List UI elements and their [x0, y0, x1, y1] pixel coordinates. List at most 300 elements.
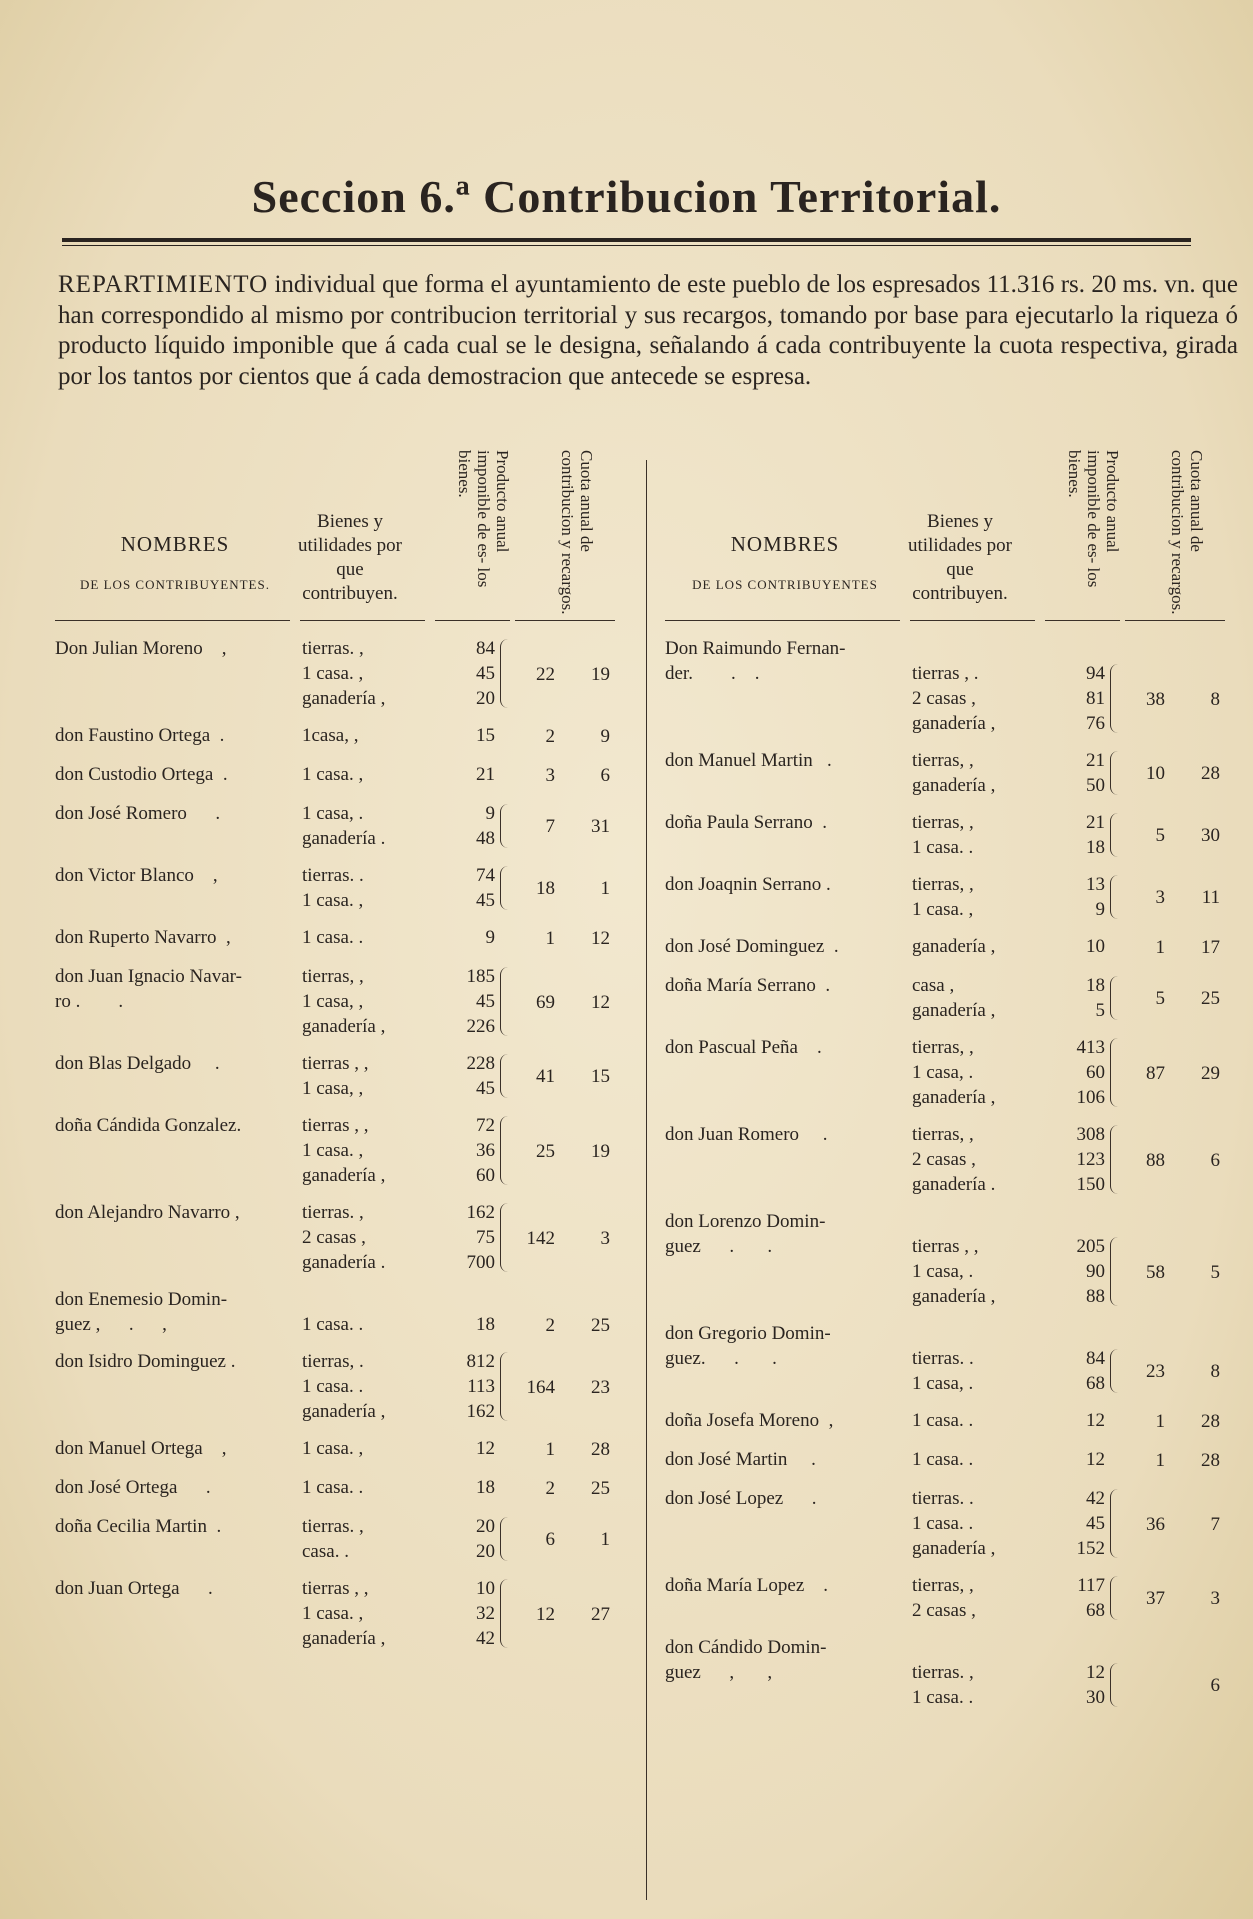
bien-item: 1 casa. . — [302, 1314, 364, 1335]
brace — [1110, 1125, 1119, 1194]
contributor-name: don Enemesio Domin- guez , . , — [55, 1289, 228, 1335]
bien-item: tierras. , — [912, 1662, 974, 1683]
bien-item: casa , — [912, 975, 955, 996]
producto-value: 74 — [476, 865, 495, 886]
header-line — [55, 620, 290, 621]
cuota-maravedis: 28 — [1201, 1449, 1220, 1471]
producto-value: 9 — [1095, 899, 1105, 920]
bien-item: tierras, . — [302, 1351, 364, 1372]
producto-value — [435, 1287, 495, 1312]
bien-item: 1 casa. , — [302, 1438, 364, 1459]
producto-value: 10 — [1086, 936, 1105, 957]
table-row — [55, 636, 635, 711]
bien-item — [912, 1635, 1042, 1660]
producto-value: 123 — [1076, 1149, 1105, 1170]
contributor-name: don José Dominguez . — [665, 936, 839, 957]
producto-value: 75 — [476, 1227, 495, 1248]
table-row — [55, 1475, 635, 1500]
producto-value: 21 — [1086, 750, 1105, 771]
producto-value: 10 — [476, 1578, 495, 1599]
cuota-reales: 38 — [1146, 688, 1165, 710]
producto-value: 20 — [476, 1541, 495, 1562]
cuota-reales: 23 — [1146, 1361, 1165, 1382]
table-row — [55, 723, 635, 748]
cuota-maravedis: 1 — [600, 878, 610, 899]
producto-value: 12 — [476, 1438, 495, 1459]
cuota-maravedis: 8 — [1210, 688, 1220, 710]
bien-item: ganadería . — [302, 828, 386, 849]
brace — [500, 1116, 509, 1185]
producto-list — [1045, 1573, 1105, 1623]
contributor-name: doña María Lopez . — [665, 1575, 829, 1596]
cuota-maravedis: 3 — [600, 1227, 610, 1249]
table-row — [665, 1447, 1245, 1472]
producto-value: 68 — [1086, 1373, 1105, 1394]
cuota-maravedis: 6 — [1210, 1675, 1220, 1696]
cuota-reales: 1 — [1155, 1449, 1165, 1471]
cuota-reales: 6 — [545, 1529, 555, 1550]
table-row — [55, 1051, 635, 1101]
cuota-reales: 7 — [545, 816, 555, 837]
producto-value: 9 — [485, 803, 495, 824]
cuota-maravedis: 1 — [600, 1529, 610, 1550]
brace — [1110, 813, 1119, 857]
bien-item — [912, 1321, 1042, 1346]
table-row — [665, 1035, 1245, 1110]
bien-item: 1 casa. , — [302, 890, 364, 911]
header-producto: Producto anual imponible de es- los bienes. — [455, 450, 512, 588]
producto-list — [1045, 810, 1105, 860]
cuota-maravedis: 8 — [1210, 1361, 1220, 1382]
producto-value: 60 — [476, 1165, 495, 1186]
bien-item — [912, 636, 1042, 661]
cuota-reales: 3 — [1155, 887, 1165, 908]
cuota-reales: 12 — [536, 1603, 555, 1625]
bienes-list — [302, 925, 432, 950]
brace — [1110, 751, 1119, 795]
brace — [500, 804, 509, 848]
header-cuota: Cuota anual de contribucion y recargos. — [558, 450, 596, 615]
bien-item: 1 casa. , — [302, 764, 364, 785]
header-line — [515, 620, 615, 621]
brace — [500, 1352, 509, 1421]
contributor-name: don José Lopez . — [665, 1488, 817, 1509]
bien-item: ganadería , — [302, 1016, 386, 1037]
header-line — [1125, 620, 1225, 621]
producto-value: 50 — [1086, 775, 1105, 796]
header-producto: Producto anual imponible de es- los bienes. — [1065, 450, 1122, 588]
header-line — [665, 620, 900, 621]
bien-item: ganadería , — [912, 1538, 996, 1559]
header-names: NOMBRES DE LOS CONTRIBUYENTES. — [55, 532, 295, 593]
bienes-list — [912, 636, 1042, 736]
header-names-sub: DE LOS CONTRIBUYENTES — [692, 577, 878, 592]
cuota-reales: 3 — [545, 764, 555, 786]
bien-item: ganadería , — [912, 713, 996, 734]
bien-item: tierras. . — [912, 1348, 974, 1369]
contributor-name: don Custodio Ortega . — [55, 764, 228, 785]
bienes-list — [912, 1209, 1042, 1309]
brace — [1110, 1237, 1119, 1306]
header-bienes: Bienes y utilidades por que contribuyen. — [298, 511, 402, 604]
table-row — [55, 1113, 635, 1188]
cuota-maravedis: 23 — [591, 1376, 610, 1398]
bien-item — [912, 1209, 1042, 1234]
bienes-list — [302, 964, 432, 1039]
table-row — [665, 973, 1245, 1023]
bien-item: 2 casas , — [302, 1227, 366, 1248]
producto-list — [1045, 872, 1105, 922]
cuota-maravedis: 12 — [591, 991, 610, 1013]
producto-value: 94 — [1086, 663, 1105, 684]
cuota-reales: 10 — [1146, 763, 1165, 784]
producto-value — [1045, 1209, 1105, 1234]
bien-item: 1 casa. , — [302, 1140, 364, 1161]
brace — [500, 639, 509, 708]
producto-list — [435, 1436, 495, 1461]
bien-item: 1 casa, , — [302, 991, 364, 1012]
producto-value: 12 — [1086, 1662, 1105, 1683]
producto-value: 152 — [1076, 1538, 1105, 1559]
cuota-reales: 1 — [1155, 1410, 1165, 1432]
contributor-name: don Isidro Dominguez . — [55, 1351, 236, 1372]
cuota-maravedis: 6 — [600, 764, 610, 786]
bien-item: tierras, , — [302, 966, 364, 987]
cuota-maravedis: 25 — [591, 1314, 610, 1336]
bien-item: 1 casa, , — [302, 1078, 364, 1099]
cuota-reales: 2 — [545, 1477, 555, 1499]
table-row — [55, 1287, 635, 1337]
bien-item: 1 casa, . — [912, 1373, 974, 1394]
bien-item: tierras, , — [912, 1037, 974, 1058]
bienes-list — [302, 1475, 432, 1500]
brace — [1110, 1038, 1119, 1107]
bien-item: ganadería . — [912, 1174, 996, 1195]
bienes-list — [302, 1051, 432, 1101]
cuota-reales: 142 — [526, 1227, 555, 1249]
bienes-list — [912, 872, 1042, 922]
intro-text: individual que forma el ayuntamiento de este pueblo de los espresados 11.316 rs. 20 ms. vn. que han correspondido al mismo por contribucion territorial y sus recargos, tomando por base para ejecutarlo la riqueza ó producto líquido imponible que á cada cual se le designa, señalando á cada contribuyente la cuota respectiva, girada por los tantos por cientos que á cada demostracion que antecede se espresa. — [58, 271, 1238, 390]
bien-item: ganadería , — [912, 775, 996, 796]
bien-item: 1 casa. . — [912, 1687, 974, 1708]
producto-list — [435, 1200, 495, 1275]
brace — [500, 1579, 509, 1648]
bienes-list — [912, 748, 1042, 798]
right-table — [665, 440, 1245, 1900]
title-rule-thin — [62, 245, 1191, 246]
cuota-maravedis: 9 — [600, 725, 610, 747]
contributor-name: doña Cecilia Martin . — [55, 1516, 222, 1537]
bienes-list — [912, 973, 1042, 1023]
contributor-name: don Victor Blanco , — [55, 865, 218, 886]
table-row — [665, 1321, 1245, 1396]
table-row — [665, 934, 1245, 959]
bienes-list — [302, 1287, 432, 1337]
bien-item: 1 casa. . — [302, 1477, 364, 1498]
producto-list — [1045, 1408, 1105, 1433]
bien-item: ganadería , — [912, 1000, 996, 1021]
bienes-list — [302, 636, 432, 711]
producto-list — [435, 636, 495, 711]
cuota-reales: 5 — [1155, 988, 1165, 1009]
bien-item: 1 casa. , — [302, 663, 364, 684]
contributor-name: Don Julian Moreno , — [55, 638, 227, 659]
producto-value: 48 — [476, 828, 495, 849]
brace — [1110, 976, 1119, 1020]
producto-value: 18 — [476, 1314, 495, 1335]
producto-list — [435, 964, 495, 1039]
table-row — [665, 810, 1245, 860]
contributor-name: don Juan Romero . — [665, 1124, 828, 1145]
table-row — [665, 1122, 1245, 1197]
contributor-name: don Gregorio Domin- guez. . . — [665, 1323, 831, 1369]
producto-value: 18 — [476, 1477, 495, 1498]
producto-list — [1045, 1035, 1105, 1110]
producto-value: 18 — [1086, 975, 1105, 996]
brace — [1110, 1349, 1119, 1393]
table-row — [665, 1408, 1245, 1433]
header-names-sub: DE LOS CONTRIBUYENTES. — [80, 577, 270, 592]
table-row — [665, 1486, 1245, 1561]
header-names: NOMBRES DE LOS CONTRIBUYENTES — [665, 532, 905, 593]
bien-item: 1 casa. , — [302, 1603, 364, 1624]
contributor-name: don José Martin . — [665, 1449, 816, 1470]
producto-list — [435, 863, 495, 913]
producto-value — [1045, 1321, 1105, 1346]
producto-list — [1045, 1486, 1105, 1561]
bien-item: 1 casa. . — [912, 837, 974, 858]
cuota-maravedis: 30 — [1201, 825, 1220, 846]
table-row — [55, 1349, 635, 1424]
producto-list — [1045, 1321, 1105, 1396]
producto-value: 12 — [1086, 1449, 1105, 1470]
producto-list — [1045, 973, 1105, 1023]
contributor-name: doña Cándida Gonzalez. — [55, 1115, 242, 1136]
bien-item: ganadería , — [912, 1286, 996, 1307]
cuota-maravedis: 28 — [591, 1438, 610, 1460]
contributor-name: doña María Serrano . — [665, 975, 831, 996]
producto-value: 9 — [485, 927, 495, 948]
table-row — [665, 1573, 1245, 1623]
producto-list — [1045, 636, 1105, 736]
contributor-name: don Lorenzo Domin- guez . . — [665, 1211, 826, 1257]
bienes-list — [912, 934, 1042, 959]
producto-value: 45 — [476, 991, 495, 1012]
producto-list — [1045, 1122, 1105, 1197]
bien-item: tierras, , — [912, 1575, 974, 1596]
cuota-maravedis: 29 — [1201, 1062, 1220, 1084]
producto-value: 308 — [1076, 1124, 1105, 1145]
brace — [500, 967, 509, 1036]
bienes-list — [912, 1486, 1042, 1561]
bien-item: 1 casa. , — [912, 899, 974, 920]
bien-item: ganadería , — [912, 1087, 996, 1108]
contributor-name: don José Ortega . — [55, 1477, 211, 1498]
producto-value: 20 — [476, 1516, 495, 1537]
cuota-reales: 1 — [545, 1438, 555, 1460]
producto-value: 72 — [476, 1115, 495, 1136]
producto-value: 84 — [476, 638, 495, 659]
page-title: Seccion 6.ª Contribucion Territorial. — [251, 171, 1002, 222]
contributor-name: Don Raimundo Fernan- der. . . — [665, 638, 846, 684]
bienes-list — [302, 1113, 432, 1188]
bien-item: tierras , . — [912, 663, 979, 684]
brace — [1110, 1576, 1119, 1620]
contributor-name: don Ruperto Navarro , — [55, 927, 231, 948]
producto-list — [435, 925, 495, 950]
left-table-header — [55, 440, 635, 622]
contributor-name: don Alejandro Navarro , — [55, 1202, 240, 1223]
cuota-reales: 164 — [526, 1376, 555, 1398]
table-row — [55, 1436, 635, 1461]
brace — [1110, 875, 1119, 919]
producto-value: 90 — [1086, 1261, 1105, 1282]
bienes-list — [302, 863, 432, 913]
producto-value: 45 — [476, 1078, 495, 1099]
contributor-name: don Faustino Ortega . — [55, 725, 225, 746]
producto-value: 162 — [466, 1202, 495, 1223]
cuota-reales: 87 — [1146, 1062, 1165, 1084]
cuota-maravedis: 6 — [1210, 1149, 1220, 1171]
header-bienes: Bienes y utilidades por que contribuyen. — [908, 511, 1012, 604]
cuota-reales: 1 — [1155, 936, 1165, 958]
bien-item: tierras, , — [912, 874, 974, 895]
brace — [1110, 1489, 1119, 1558]
cuota-maravedis: 25 — [1201, 988, 1220, 1009]
bien-item: ganadería , — [302, 688, 386, 709]
cuota-maravedis: 25 — [591, 1477, 610, 1499]
producto-value: 185 — [466, 966, 495, 987]
bienes-list — [302, 1514, 432, 1564]
producto-value: 228 — [466, 1053, 495, 1074]
bien-item: 2 casas , — [912, 1149, 976, 1170]
bien-item: 1 casa. . — [912, 1513, 974, 1534]
intro-lead: REPARTIMIENTO — [58, 271, 269, 298]
bien-item: tierras. , — [302, 1202, 364, 1223]
producto-value: 76 — [1086, 713, 1105, 734]
cuota-reales: 37 — [1146, 1588, 1165, 1609]
cuota-reales: 1 — [545, 927, 555, 949]
producto-value: 150 — [1076, 1174, 1105, 1195]
bienes-list — [302, 801, 432, 851]
bienes-list — [302, 1436, 432, 1461]
cuota-maravedis: 31 — [591, 816, 610, 837]
bienes-list — [912, 1122, 1042, 1197]
table-row — [55, 801, 635, 851]
brace — [500, 1054, 509, 1098]
producto-list — [435, 1514, 495, 1564]
brace — [1110, 664, 1119, 733]
producto-value: 700 — [466, 1252, 495, 1273]
table-row — [55, 1514, 635, 1564]
producto-value: 68 — [1086, 1600, 1105, 1621]
producto-list — [435, 801, 495, 851]
cuota-reales: 5 — [1155, 825, 1165, 846]
contributor-name: don Juan Ignacio Navar- ro . . — [55, 966, 242, 1012]
bien-item: 1 casa, . — [302, 803, 364, 824]
producto-list — [435, 1349, 495, 1424]
left-table — [55, 440, 635, 1900]
bienes-list — [302, 1576, 432, 1651]
contributor-name: don Pascual Peña . — [665, 1037, 822, 1058]
cuota-reales: 88 — [1146, 1149, 1165, 1171]
cuota-maravedis: 27 — [591, 1603, 610, 1625]
bienes-list — [912, 1408, 1042, 1433]
bien-item: 2 casas , — [912, 688, 976, 709]
bien-item: tierras. , — [302, 638, 364, 659]
producto-value: 113 — [467, 1376, 495, 1397]
table-row — [665, 636, 1245, 736]
cuota-maravedis: 7 — [1210, 1513, 1220, 1535]
table-row — [55, 925, 635, 950]
bien-item: ganadería , — [302, 1165, 386, 1186]
producto-value: 205 — [1076, 1236, 1105, 1257]
producto-list — [1045, 748, 1105, 798]
intro-paragraph — [58, 270, 1238, 392]
contributor-name: don Blas Delgado . — [55, 1053, 220, 1074]
cuota-maravedis: 5 — [1210, 1261, 1220, 1283]
bien-item: ganadería , — [302, 1401, 386, 1422]
bien-item: tierras , , — [302, 1053, 369, 1074]
bien-item — [302, 1287, 432, 1312]
bien-item: tierras. . — [912, 1488, 974, 1509]
producto-value: 21 — [1086, 812, 1105, 833]
header-line — [435, 620, 510, 621]
producto-value — [1045, 1635, 1105, 1660]
bien-item: tierras, , — [912, 750, 974, 771]
cuota-reales: 2 — [545, 725, 555, 747]
bien-item: ganadería , — [302, 1628, 386, 1649]
table-row — [665, 1635, 1245, 1710]
producto-value: 106 — [1076, 1087, 1105, 1108]
bien-item: ganadería . — [302, 1252, 386, 1273]
bien-item: 1 casa. . — [912, 1449, 974, 1470]
producto-value: 413 — [1076, 1037, 1105, 1058]
bienes-list — [912, 1573, 1042, 1623]
cuota-maravedis: 28 — [1201, 763, 1220, 784]
cuota-reales: 22 — [536, 663, 555, 685]
bien-item: tierras , , — [302, 1115, 369, 1136]
brace — [1110, 1663, 1119, 1707]
producto-list — [1045, 1635, 1105, 1710]
contributor-name: don Juan Ortega . — [55, 1578, 213, 1599]
bien-item: ganadería , — [912, 936, 996, 957]
producto-value: 162 — [466, 1401, 495, 1422]
producto-value: 226 — [466, 1016, 495, 1037]
producto-value: 117 — [1077, 1575, 1105, 1596]
cuota-maravedis: 11 — [1201, 887, 1220, 908]
contributor-name: don Manuel Martin . — [665, 750, 832, 771]
cuota-reales: 25 — [536, 1140, 555, 1162]
bien-item: 1 casa. . — [302, 927, 364, 948]
producto-value: 13 — [1086, 874, 1105, 895]
producto-value: 60 — [1086, 1062, 1105, 1083]
producto-value: 84 — [1086, 1348, 1105, 1369]
producto-value: 81 — [1086, 688, 1105, 709]
table-row — [665, 872, 1245, 922]
bien-item: tierras , , — [302, 1578, 369, 1599]
cuota-maravedis: 17 — [1201, 936, 1220, 958]
bien-item: 1 casa. . — [912, 1410, 974, 1431]
producto-list — [1045, 1447, 1105, 1472]
producto-value — [1045, 636, 1105, 661]
producto-value: 45 — [1086, 1513, 1105, 1534]
producto-list — [435, 1113, 495, 1188]
header-cuota: Cuota anual de contribucion y recargos. — [1168, 450, 1206, 615]
bienes-list — [912, 1447, 1042, 1472]
right-table-header — [665, 440, 1245, 622]
bienes-list — [912, 1035, 1042, 1110]
